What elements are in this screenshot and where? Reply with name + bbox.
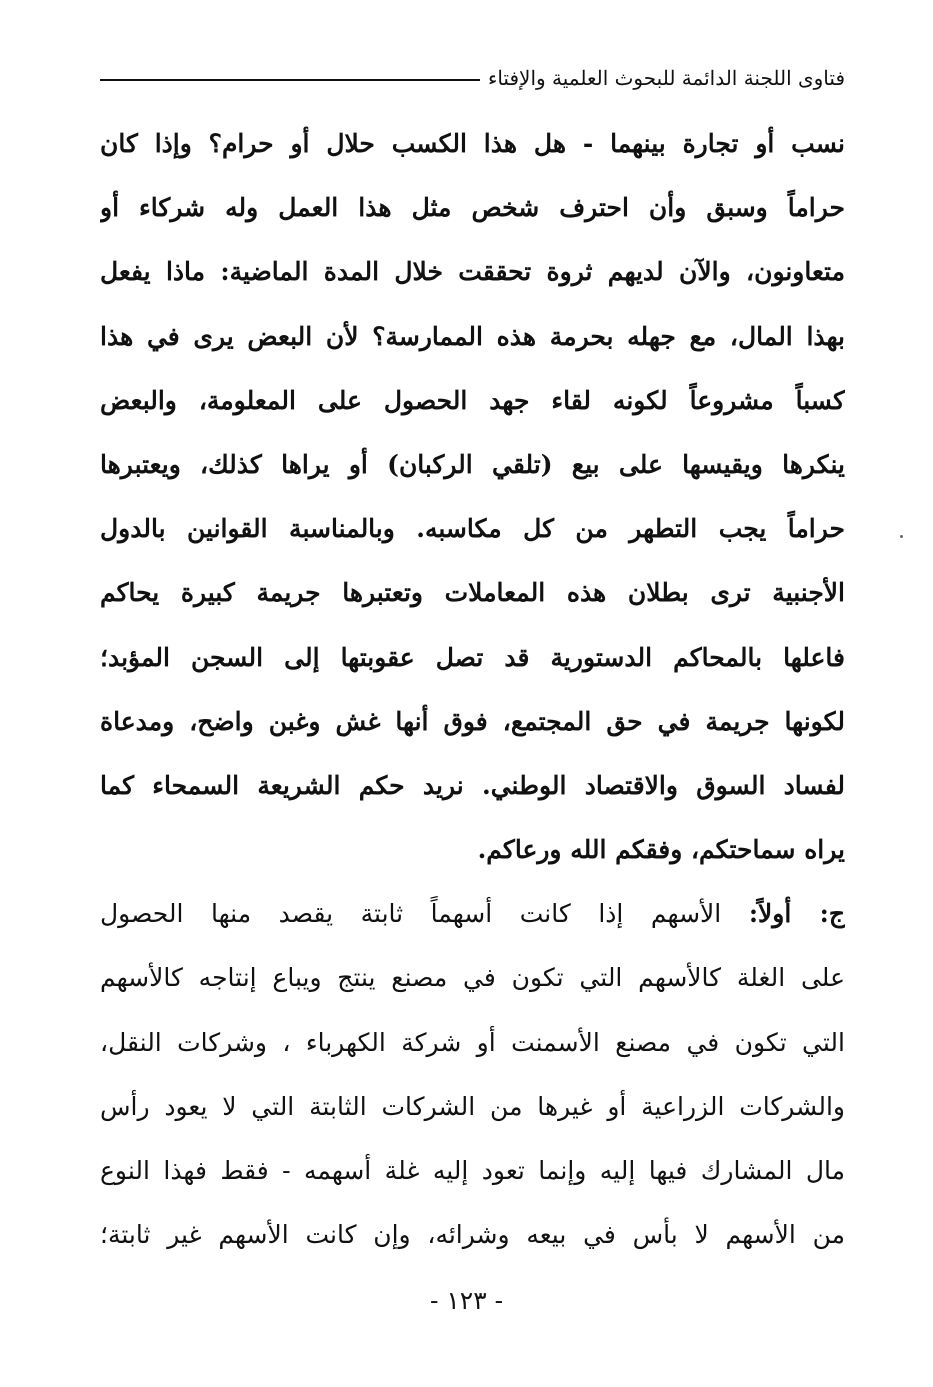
answer-line: من الأسهم لا بأس في بيعه وشرائه، وإن كانت الأسهم غير ثابتة؛	[100, 1220, 845, 1250]
question-line: متعاونون، والآن لديهم ثروة تحققت خلال المدة الماضية: ماذا يفعل	[100, 257, 845, 287]
question-line: بهذا المال، مع جهله بحرمة هذه الممارسة؟ لأن البعض يرى في هذا	[100, 321, 845, 351]
question-block	[100, 112, 845, 882]
answer-line: التي تكون في مصنع الأسمنت أو شركة الكهرباء ، وشركات النقل،	[100, 1027, 845, 1057]
answer-line: والشركات الزراعية أو غيرها من الشركات الثابتة التي لا يعود رأس	[100, 1091, 845, 1121]
answer-line: مال المشارك فيها إليه وإنما تعود إليه غلة أسهمه - فقط فهذا النوع	[100, 1156, 845, 1185]
question-line: كسباً مشروعاً لكونه لقاء جهد الحصول على المعلومة، والبعض	[100, 385, 845, 415]
running-header	[100, 58, 845, 98]
question-line: لكونها جريمة في حق المجتمع، فوق أنها غش وغبن واضح، ومدعاة	[100, 706, 845, 736]
answer-first-line	[100, 882, 845, 946]
question-line: يراه سماحتكم، وفقكم الله ورعاكم.	[477, 835, 845, 865]
body-text	[100, 112, 845, 1267]
question-line: حراماً وسبق وأن احترف شخص مثل هذا العمل وله شركاء أو	[100, 193, 845, 223]
question-line: حراماً يجب التطهر من كل مكاسبه. وبالمناسبة القوانين بالدول	[100, 514, 845, 544]
question-line: ينكرها ويقيسها على بيع (تلقي الركبان) أو يراها كذلك، ويعتبرها	[100, 449, 845, 479]
question-line: فاعلها بالمحاكم الدستورية قد تصل عقوبتها إلى السجن المؤبد؛	[100, 642, 845, 672]
answer-first-line-text: الأسهم إذا كانت أسهماً ثابتة يقصد منها الحصول	[100, 899, 722, 929]
answer-lead: ج: أولاً:	[748, 899, 845, 929]
page-number: - ١٢٣ -	[429, 1286, 504, 1315]
margin-mark	[900, 535, 903, 538]
running-header-title: فتاوى اللجنة الدائمة للبحوث العلمية والإفتاء	[487, 66, 845, 90]
answer-block	[100, 882, 845, 1267]
answer-line: على الغلة كالأسهم التي تكون في مصنع ينتج ويباع إنتاجه كالأسهم	[100, 963, 845, 993]
header-rule	[100, 79, 480, 81]
question-line: نسب أو تجارة بينهما - هل هذا الكسب حلال أو حرام؟ وإذا كان	[100, 129, 845, 158]
question-line: لفساد السوق والاقتصاد الوطني. نريد حكم الشريعة السمحاء كما	[100, 770, 845, 800]
question-line: الأجنبية ترى بطلان هذه المعاملات وتعتبرها جريمة كبيرة يحاكم	[100, 578, 845, 608]
